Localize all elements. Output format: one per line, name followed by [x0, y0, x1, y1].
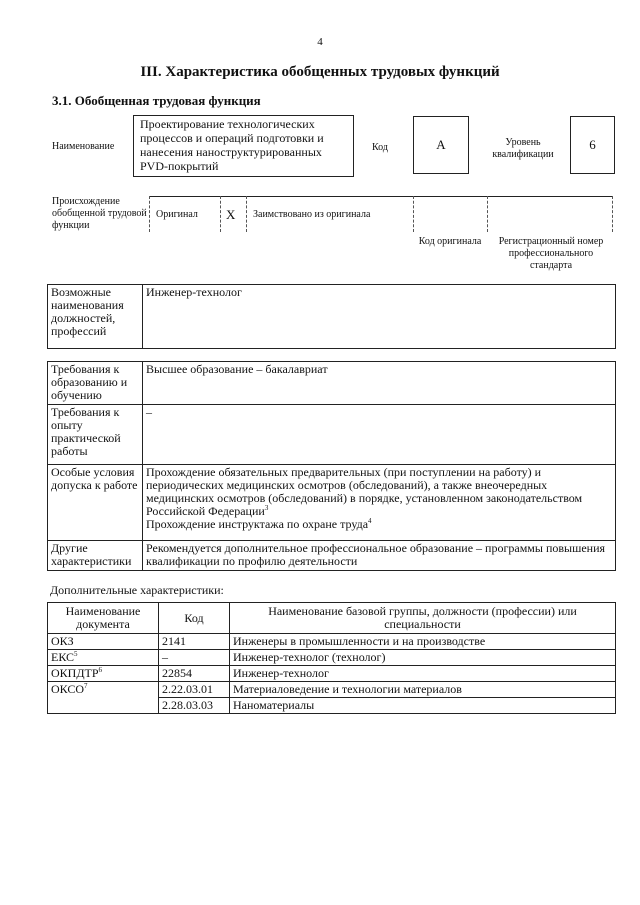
header-code: Код: [159, 603, 230, 634]
level-value: 6: [570, 116, 615, 174]
footnote-4: 4: [368, 517, 372, 525]
table-row: [48, 634, 616, 650]
footnote-7: 7: [84, 682, 88, 690]
origin-original-label: Оригинал: [156, 209, 198, 220]
doc-cell: ОКПДТР$^6$: [48, 666, 159, 682]
reg-number-caption: Регистрационный номер профессионального стандарта: [498, 236, 604, 271]
doc-cell: ЕКС$^5$: [48, 650, 159, 666]
code-original-caption: Код оригинала: [418, 236, 482, 247]
code-label: Код: [372, 142, 388, 153]
req-experience-label: Требования к опыту практической работы: [48, 405, 143, 465]
name-value: Проектирование технологических процессов и операций подготовки и нанесения наноструктурированных PVD-покрытий: [133, 115, 354, 177]
code-cell: –: [159, 650, 230, 666]
req-admission-value: [143, 465, 616, 541]
origin-borrowed-label: Заимствовано из оригинала: [253, 209, 371, 220]
footnote-3: 3: [264, 504, 269, 512]
header-document: Наименование документа: [48, 603, 159, 634]
footnote-6: 6: [98, 666, 103, 674]
req-admission-line-2: Прохождение инструктажа по охране труда: [146, 517, 369, 531]
header-name: Наименование базовой группы, должности (профессии) или специальности: [230, 603, 616, 634]
name-cell: Инженеры в промышленности и на производстве: [230, 634, 616, 650]
name-label: Наименование: [52, 141, 115, 152]
section-title: III. Характеристика обобщенных трудовых функций: [140, 64, 500, 80]
positions-label: Возможные наименования должностей, профессий: [48, 285, 143, 349]
subsection-title: 3.1. Обобщенная трудовая функция: [52, 93, 261, 108]
additional-title: Дополнительные характеристики:: [50, 583, 224, 597]
table-row: [48, 650, 616, 666]
req-experience-value: –: [143, 405, 616, 465]
origin-label: Происхождение обобщенной трудовой функции: [52, 196, 147, 231]
req-other-value: Рекомендуется дополнительное профессиональное образование – программы повышения квалификации по профилю деятельности: [143, 541, 616, 571]
requirements-table: [47, 361, 616, 571]
additional-table: [47, 602, 616, 714]
doc-cell: ОКСО$^7$: [48, 682, 159, 714]
page-number: 4: [317, 36, 323, 48]
req-admission-label: Особые условия допуска к работе: [48, 465, 143, 541]
origin-original-mark: X: [226, 207, 236, 222]
code-cell: 2141: [159, 634, 230, 650]
positions-value: Инженер-технолог: [143, 285, 616, 349]
req-admission-line-1: Прохождение обязательных предварительных (при поступлении на работу) и периодических медицинских осмотров (обследований), а также внеочередных медицинских осмотров (обследований) в порядке, установленном законодательством Российской Федерации: [146, 465, 583, 518]
code-cell: 22854: [159, 666, 230, 682]
positions-table: [47, 284, 616, 349]
name-cell: Наноматериалы: [230, 698, 616, 714]
name-cell: Инженер-технолог (технолог): [230, 650, 616, 666]
name-cell: Материаловедение и технологии материалов: [230, 682, 616, 698]
name-cell: Инженер-технолог: [230, 666, 616, 682]
origin-row: [149, 196, 613, 233]
req-other-label: Другие характеристики: [48, 541, 143, 571]
req-education-label: Требования к образованию и обучению: [48, 362, 143, 405]
code-value: A: [413, 116, 469, 174]
code-cell: 2.22.03.01: [159, 682, 230, 698]
table-row: [48, 682, 616, 698]
footnote-5: 5: [74, 650, 78, 658]
level-label: Уровень квалификации: [492, 137, 554, 160]
code-cell: 2.28.03.03: [159, 698, 230, 714]
table-row: [48, 666, 616, 682]
req-education-value: Высшее образование – бакалавриат: [143, 362, 616, 405]
doc-cell: ОКЗ: [48, 634, 159, 650]
